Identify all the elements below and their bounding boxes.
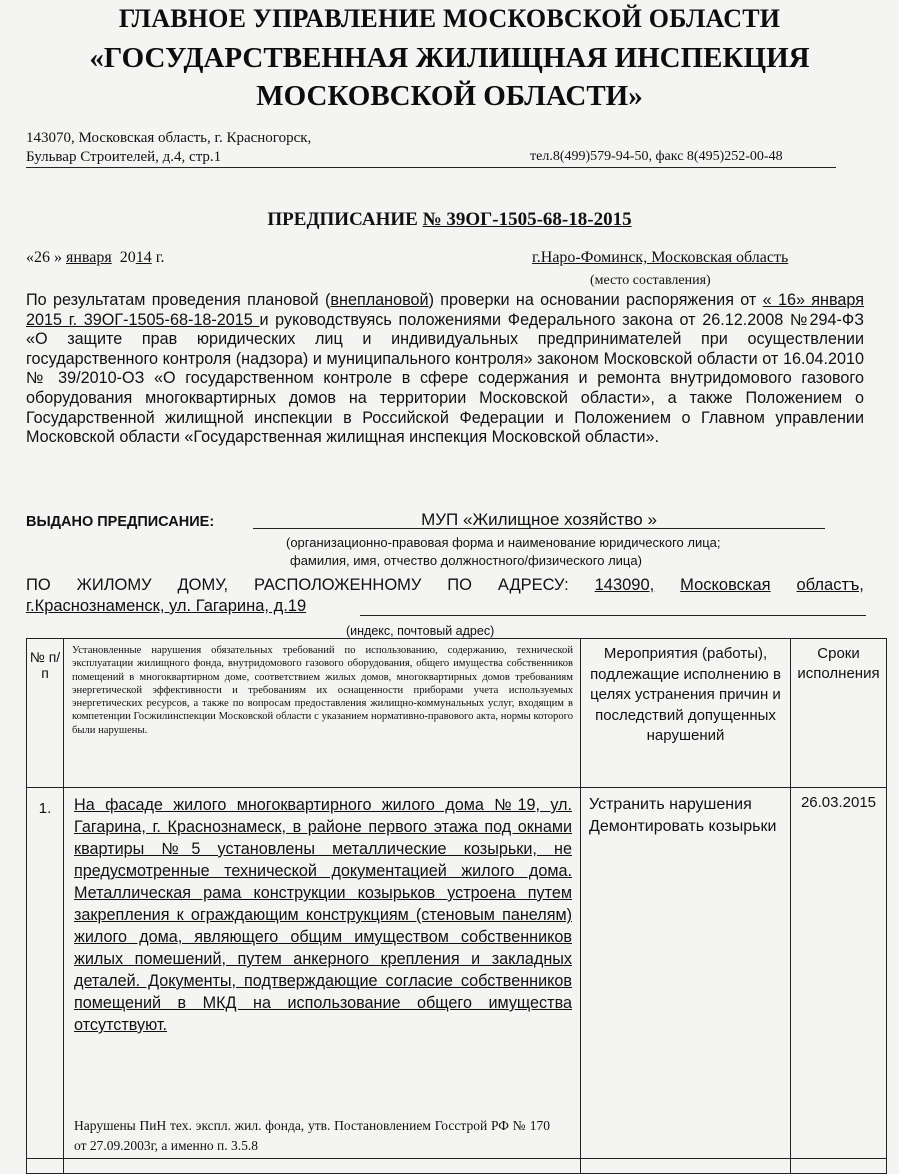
- empty-cell: [27, 1159, 64, 1174]
- preamble-p1b: й (: [309, 291, 331, 309]
- address-line1: 143070, Московская область, г. Красногорск,: [26, 130, 312, 146]
- row-term: 26.03.2015: [791, 788, 887, 1159]
- date-year-suffix: 14: [135, 249, 152, 266]
- title-number: № 39ОГ-1505-68-18-2015: [422, 209, 632, 230]
- table-row-empty: [27, 1159, 887, 1174]
- row-measure-1: Устранить нарушения: [589, 796, 752, 813]
- empty-cell: [791, 1159, 887, 1174]
- header-measures: Мероприятия (работы), подлежащие исполнению в целях устранения причин и последствий допущенных нарушений: [581, 639, 791, 788]
- agency-name: ГЛАВНОЕ УПРАВЛЕНИЕ МОСКОВСКОЙ ОБЛАСТИ: [118, 4, 781, 33]
- property-underline: [360, 615, 866, 616]
- issued-label: ВЫДАНО ПРЕДПИСАНИЕ:: [26, 514, 215, 530]
- header-num: № п/п: [27, 639, 64, 788]
- inspection-name-line2: МОСКОВСКОЙ ОБЛАСТИ»: [256, 80, 643, 112]
- empty-cell: [64, 1159, 581, 1174]
- property-address: [26, 575, 864, 617]
- issued-caption-1: (организационно-правовая форма и наименование юридического лица;: [286, 535, 721, 550]
- preamble-p1: По результатам проведения планово: [26, 291, 310, 309]
- row-violation: На фасаде жилого многоквартирного жилого дома №19, ул. Гагарина, г. Краснознамеск, в районе первого этажа под окнами квартиры №5 установлены металлические козырьки, не предусмотренные технической документацией жилого дома. Металлическая рама конструкции козырьков устроена путем закрепления к ограждающим конструкциям (стеновым панелям) жилого дома, являющего общим имуществом собственников жилых помешений, путем анкерного крепления и закладных деталей. Документы, подтверждающие согласие собственников помещений в МКД на использование общего имущества отсутствуют.: [74, 796, 572, 1034]
- order-reference: « 16» января 2015 г. 39ОГ-1505-68-18-2015: [26, 291, 864, 329]
- preamble-p2: ) проверки на основании распоряжения от: [428, 291, 763, 309]
- unplanned-word: внеплановой: [330, 291, 429, 309]
- preamble-p3: и руководствуясь положениями Федерального закона от 26.12.2008 №294-ФЗ «О защите прав юридических лиц и индивидуальных предпринимателей при осуществлении государственного контроля (надзора) и муниципального контроля» законом Московской области от 16.04.2010 № 39/2010-ОЗ «О государственном контроле в сфере содержания и ремонта внутридомового газового оборудования многоквартирных домов на территории Московской области», а также Положением о Государственной жилищной инспекции в Российской Федерации и Положением о Главном управлении Московской области «Государственная жилищная инспекция Московской области».: [26, 310, 864, 447]
- row-reference: Нарушены ПиН тех. экспл. жил. фонда, утв. Постановлением Госстрой РФ № 170 от 27.09.2003г, а именно п. 3.5.8: [74, 1118, 550, 1153]
- header-divider: [26, 167, 836, 168]
- place-caption: (место составления): [590, 273, 711, 288]
- row-num: 1.: [27, 788, 64, 1159]
- property-w2: ЖИЛОМУ: [76, 576, 152, 594]
- property-w8: Московская: [680, 576, 771, 594]
- property-w3: ДОМУ,: [177, 576, 229, 594]
- property-caption: (индекс, почтовый адрес): [346, 624, 495, 638]
- row-measure-2: Демонтировать козырьки: [589, 818, 777, 835]
- date-day: «26 »: [26, 249, 62, 266]
- violations-table: [26, 638, 887, 1174]
- property-w6: АДРЕСУ:: [497, 576, 569, 594]
- property-w7: 143090,: [594, 576, 655, 594]
- date-year-prefix: 20: [119, 249, 136, 266]
- property-w9: областъ,: [796, 576, 864, 594]
- header-violations: Установленные нарушения обязательных требований по использованию, содержанию, технической эксплуатации жилищного фонда, внутридомового газового оборудования, общего имущества собственников помещений в многоквартирном доме, соответствием жилых домов, многоквартирных домов требованиям энергетической эффективности и требованиям их оснащенности приборами учета используемых энергетических ресурсов, а также по вопросам предоставления жилищно-коммунальных услуг, входящим в компетенции Госжилинспекции Московской области с указанием нормативно-правового акта, нормы которого были нарушены.: [64, 639, 581, 788]
- place-of-issue: г.Наро-Фоминск, Московская область: [532, 249, 789, 266]
- empty-cell: [581, 1159, 791, 1174]
- row-violation-cell: [64, 788, 581, 1159]
- address-line2: Бульвар Строителей, д.4, стр.1: [26, 149, 222, 165]
- phone-fax: тел.8(499)579-94-50, факс 8(495)252-00-48: [530, 149, 783, 164]
- preamble-paragraph: [26, 291, 864, 448]
- title-prefix: ПРЕДПИСАНИЕ: [267, 209, 418, 230]
- table-header-row: [27, 639, 887, 788]
- inspection-name-line1: «ГОСУДАРСТВЕННАЯ ЖИЛИЩНАЯ ИНСПЕКЦИЯ: [89, 42, 810, 74]
- issued-caption-2: фамилия, имя, отчество должностного/физического лица): [290, 553, 642, 568]
- table-row: [27, 788, 887, 1159]
- property-w4: РАСПОЛОЖЕННОМУ: [254, 576, 422, 594]
- document-date: [26, 249, 165, 267]
- row-measures: [581, 788, 791, 1159]
- date-year-end: г.: [151, 249, 165, 266]
- property-address-line2: г.Краснознаменск, ул. Гагарина, д.19: [26, 597, 307, 615]
- issued-underline: [253, 528, 825, 529]
- date-month: января: [66, 249, 112, 266]
- header-term: Сроки исполнения: [791, 639, 887, 788]
- document-title: [0, 209, 899, 231]
- property-w5: ПО: [447, 576, 472, 594]
- issued-to: МУП «Жилищное хозяйство »: [421, 510, 657, 529]
- property-w1: ПО: [26, 576, 51, 594]
